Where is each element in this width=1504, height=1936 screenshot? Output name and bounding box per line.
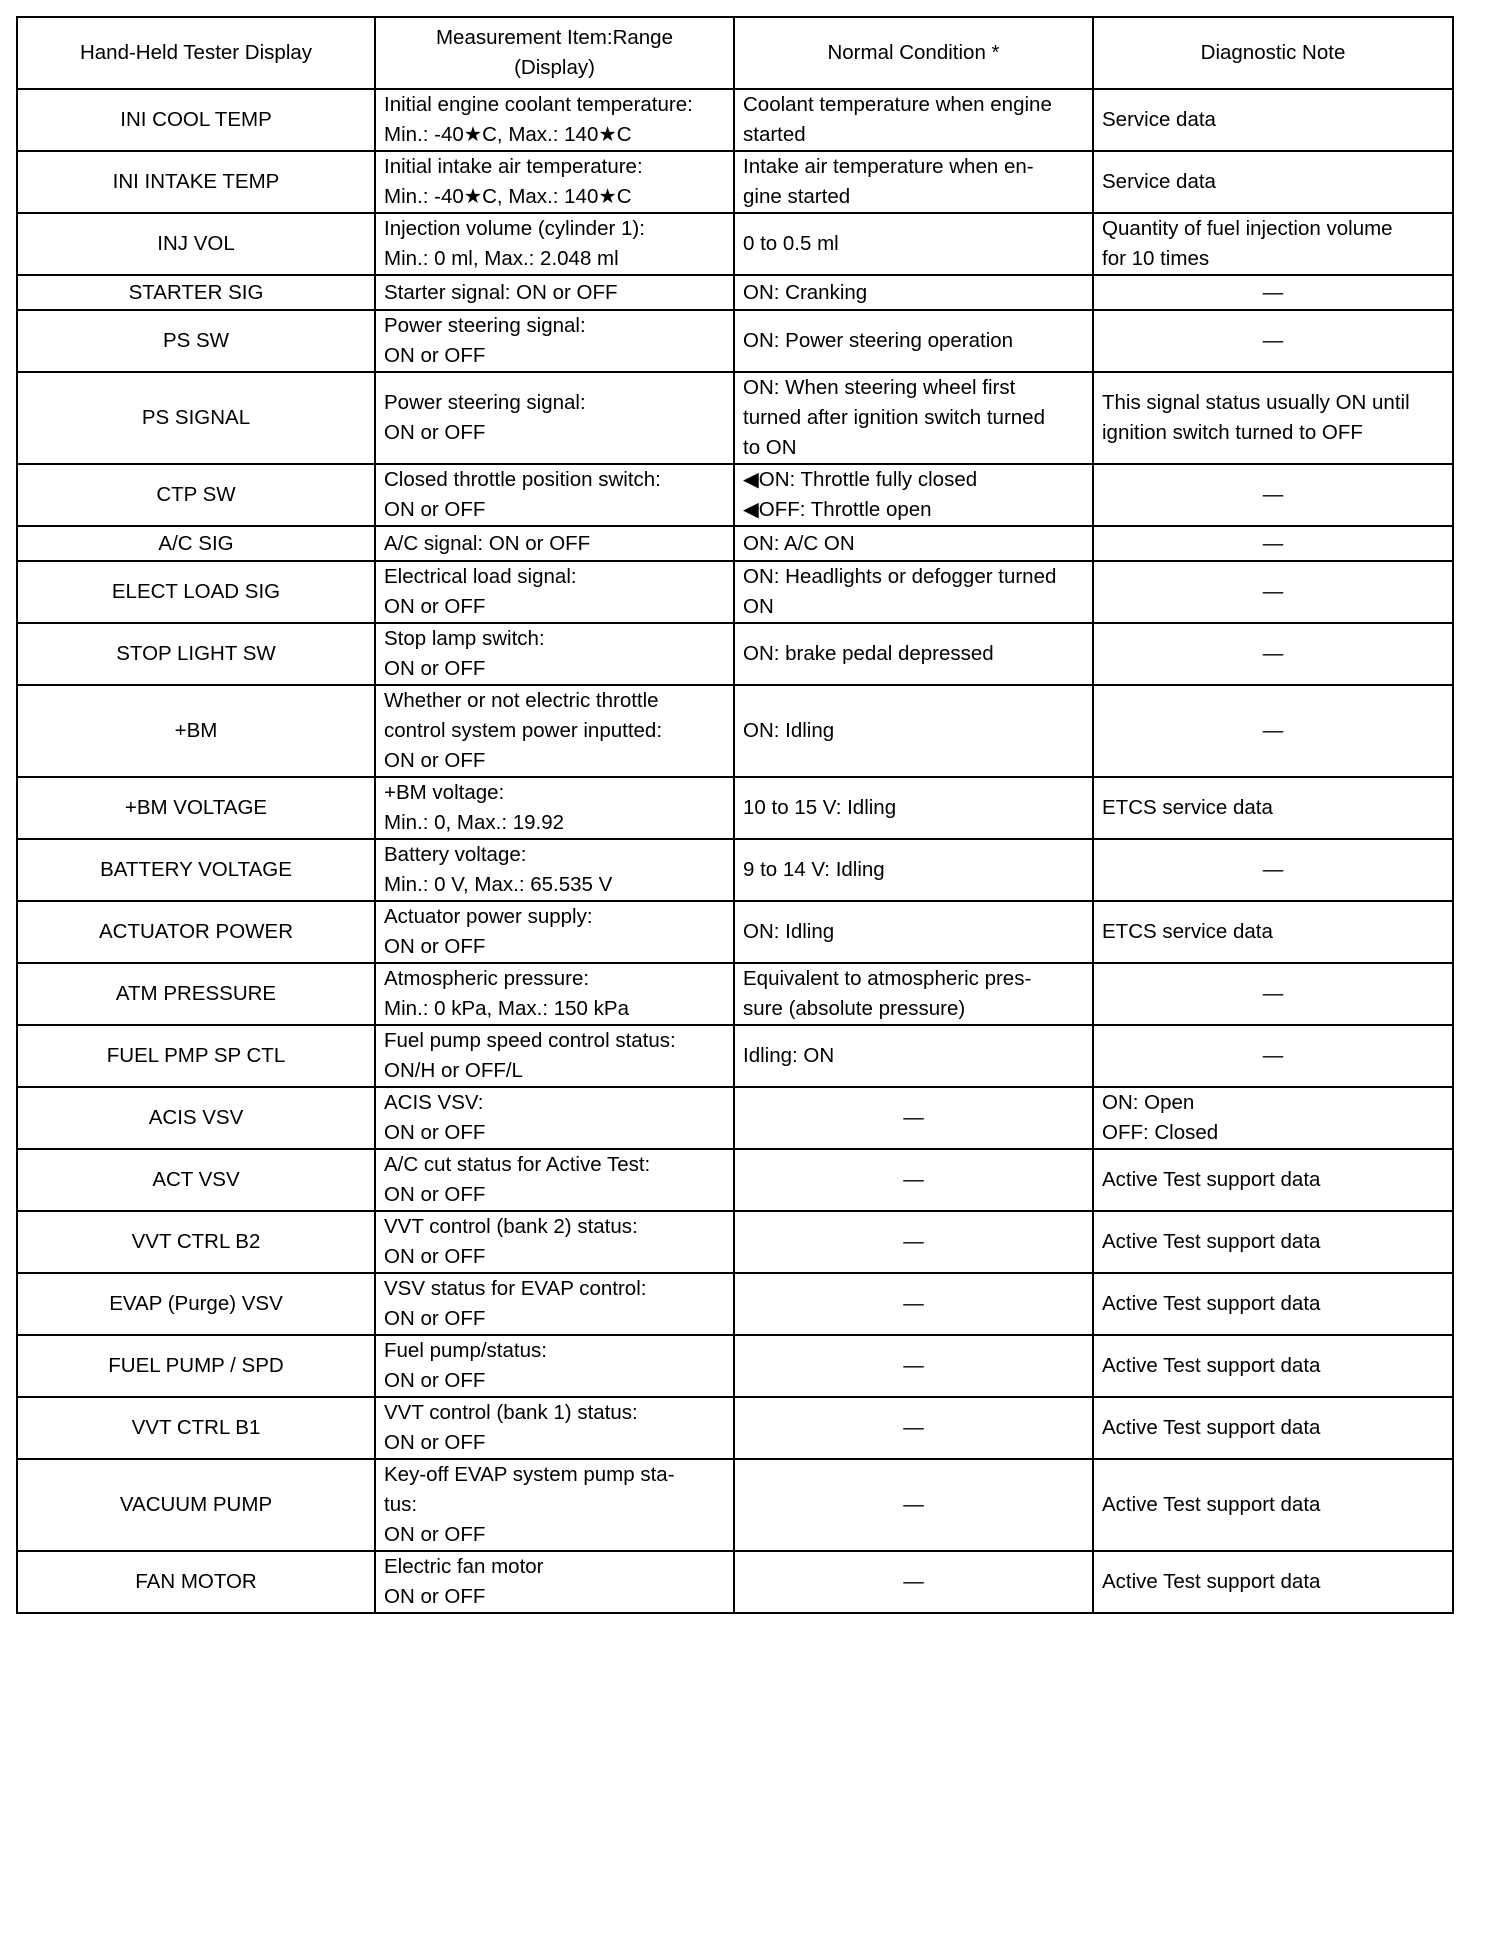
table-row [17, 213, 1453, 275]
cell-text: — [1262, 642, 1284, 665]
cell-tester-display [17, 89, 375, 151]
cell-text: Electrical load signal: ON or OFF [384, 565, 577, 618]
cell-text: ACT VSV [152, 1168, 240, 1191]
cell-measurement-item [375, 1335, 734, 1397]
cell-tester-display [17, 839, 375, 901]
cell-text: ACIS VSV [148, 1106, 244, 1129]
table-header-row [17, 17, 1453, 89]
cell-measurement-item [375, 213, 734, 275]
cell-normal-condition [734, 1551, 1093, 1613]
cell-text: ON: Idling [743, 719, 835, 742]
cell-text: ATM PRESSURE [115, 982, 277, 1005]
cell-text: Electric fan motor ON or OFF [384, 1555, 544, 1608]
cell-tester-display [17, 1397, 375, 1459]
cell-text: Injection volume (cylinder 1): Min.: 0 ml, Max.: 2.048 ml [384, 217, 645, 270]
cell-text: ELECT LOAD SIG [111, 580, 281, 603]
table-row [17, 151, 1453, 213]
table-row [17, 561, 1453, 623]
cell-text: FUEL PUMP / SPD [108, 1354, 284, 1377]
cell-text: 0 to 0.5 ml [743, 232, 839, 255]
table-row [17, 372, 1453, 464]
cell-normal-condition [734, 1149, 1093, 1211]
cell-text: INI COOL TEMP [120, 108, 272, 131]
cell-text: — [903, 1168, 924, 1191]
cell-text: PS SIGNAL [141, 406, 251, 429]
header-measurement-item: Measurement Item:Range (Display) [375, 17, 734, 89]
data-list-table [16, 16, 1454, 1614]
cell-normal-condition [734, 963, 1093, 1025]
cell-tester-display [17, 1149, 375, 1211]
cell-measurement-item [375, 561, 734, 623]
cell-measurement-item [375, 623, 734, 685]
cell-text: BATTERY VOLTAGE [100, 858, 292, 881]
cell-text: ON: Power steering operation [743, 329, 1014, 352]
header-normal-condition: Normal Condition * [734, 17, 1093, 89]
cell-tester-display [17, 901, 375, 963]
cell-measurement-item [375, 1025, 734, 1087]
cell-normal-condition [734, 89, 1093, 151]
cell-tester-display [17, 310, 375, 372]
cell-text: ON: Cranking [743, 280, 868, 304]
cell-diagnostic-note [1093, 1211, 1453, 1273]
cell-text: Service data [1102, 108, 1216, 131]
cell-text: ON: Open OFF: Closed [1102, 1091, 1219, 1144]
cell-tester-display [17, 1335, 375, 1397]
cell-text: Intake air temperature when en- gine started [743, 155, 1034, 208]
cell-text: Whether or not electric throttle control system power inputted: ON or OFF [384, 689, 663, 772]
cell-normal-condition [734, 623, 1093, 685]
cell-diagnostic-note [1093, 963, 1453, 1025]
cell-diagnostic-note [1093, 623, 1453, 685]
table-row [17, 839, 1453, 901]
cell-tester-display [17, 623, 375, 685]
cell-text: Service data [1102, 170, 1216, 193]
cell-text: CTP SW [156, 483, 236, 506]
cell-text: VVT CTRL B1 [131, 1416, 261, 1439]
cell-diagnostic-note [1093, 151, 1453, 213]
header-diagnostic-note: Diagnostic Note [1093, 17, 1453, 89]
table-row [17, 963, 1453, 1025]
cell-text: +BM [174, 719, 218, 742]
cell-text: ◀ON: Throttle fully closed ◀OFF: Throttle open [743, 468, 978, 521]
cell-diagnostic-note [1093, 275, 1453, 310]
cell-text: Active Test support data [1102, 1230, 1321, 1253]
cell-tester-display [17, 151, 375, 213]
cell-diagnostic-note [1093, 310, 1453, 372]
cell-text: Quantity of fuel injection volume for 10 times [1102, 217, 1393, 270]
cell-text: +BM VOLTAGE [124, 796, 268, 819]
cell-normal-condition [734, 685, 1093, 777]
cell-diagnostic-note [1093, 213, 1453, 275]
cell-tester-display [17, 685, 375, 777]
cell-normal-condition [734, 839, 1093, 901]
cell-text: Actuator power supply: ON or OFF [384, 905, 593, 958]
cell-diagnostic-note [1093, 1149, 1453, 1211]
cell-measurement-item [375, 839, 734, 901]
cell-text: Idling: ON [743, 1044, 835, 1067]
cell-normal-condition [734, 372, 1093, 464]
cell-tester-display [17, 1025, 375, 1087]
cell-text: ACTUATOR POWER [99, 920, 293, 943]
cell-text: Power steering signal: ON or OFF [384, 314, 586, 367]
cell-text: — [1262, 858, 1284, 881]
table-row [17, 685, 1453, 777]
cell-text: Active Test support data [1102, 1292, 1321, 1315]
cell-text: — [903, 1570, 924, 1593]
table-row [17, 1459, 1453, 1551]
cell-measurement-item [375, 372, 734, 464]
cell-tester-display [17, 1087, 375, 1149]
cell-normal-condition [734, 213, 1093, 275]
cell-measurement-item [375, 1273, 734, 1335]
cell-text: — [1262, 580, 1284, 603]
cell-diagnostic-note [1093, 1087, 1453, 1149]
cell-measurement-item [375, 275, 734, 310]
cell-measurement-item [375, 89, 734, 151]
cell-text: Starter signal: ON or OFF [384, 280, 618, 304]
cell-diagnostic-note [1093, 1459, 1453, 1551]
cell-diagnostic-note [1093, 1025, 1453, 1087]
cell-tester-display [17, 777, 375, 839]
cell-text: — [1262, 1044, 1284, 1067]
cell-text: — [903, 1354, 924, 1377]
cell-normal-condition [734, 151, 1093, 213]
cell-text: ON: brake pedal depressed [743, 642, 994, 665]
cell-text: Active Test support data [1102, 1416, 1321, 1439]
cell-text: — [903, 1292, 924, 1315]
cell-measurement-item [375, 1087, 734, 1149]
table-row [17, 1273, 1453, 1335]
cell-text: A/C signal: ON or OFF [384, 531, 591, 555]
cell-tester-display [17, 1551, 375, 1613]
header-tester-display: Hand-Held Tester Display [17, 17, 375, 89]
table-row [17, 464, 1453, 526]
cell-text: +BM voltage: Min.: 0, Max.: 19.92 [384, 781, 565, 834]
table-row [17, 526, 1453, 561]
cell-text: 9 to 14 V: Idling [743, 858, 885, 881]
cell-measurement-item [375, 464, 734, 526]
cell-tester-display [17, 275, 375, 310]
cell-text: — [1262, 483, 1284, 506]
cell-text: Stop lamp switch: ON or OFF [384, 627, 545, 680]
cell-text: Atmospheric pressure: Min.: 0 kPa, Max.: 150 kPa [384, 967, 629, 1020]
table-row [17, 1335, 1453, 1397]
cell-text: STOP LIGHT SW [116, 642, 276, 665]
table-row [17, 1025, 1453, 1087]
cell-text: Closed throttle position switch: ON or OFF [384, 468, 661, 521]
cell-text: FAN MOTOR [135, 1570, 257, 1593]
cell-diagnostic-note [1093, 372, 1453, 464]
cell-text: 10 to 15 V: Idling [743, 796, 897, 819]
cell-text: ON: Idling [743, 920, 835, 943]
cell-text: ON: A/C ON [743, 531, 855, 555]
cell-text: VVT CTRL B2 [131, 1230, 261, 1253]
cell-text: INJ VOL [157, 232, 235, 255]
cell-text: ETCS service data [1102, 796, 1273, 819]
cell-text: — [903, 1106, 924, 1129]
cell-text: ACIS VSV: ON or OFF [384, 1091, 486, 1144]
cell-text: Initial intake air temperature: Min.: -40★C, Max.: 140★C [384, 155, 643, 208]
cell-text: A/C SIG [158, 531, 234, 555]
cell-text: Coolant temperature when engine started [743, 93, 1052, 146]
cell-measurement-item [375, 151, 734, 213]
cell-text: INI INTAKE TEMP [112, 170, 280, 193]
table-row [17, 275, 1453, 310]
cell-measurement-item [375, 963, 734, 1025]
cell-text: — [903, 1416, 924, 1439]
cell-text: Key-off EVAP system pump sta- tus: ON or OFF [384, 1463, 675, 1546]
cell-diagnostic-note [1093, 561, 1453, 623]
data-list-table-container [16, 16, 1452, 1614]
cell-text: EVAP (Purge) VSV [109, 1292, 283, 1315]
cell-measurement-item [375, 1551, 734, 1613]
cell-normal-condition [734, 561, 1093, 623]
table-row [17, 623, 1453, 685]
cell-normal-condition [734, 901, 1093, 963]
cell-tester-display [17, 464, 375, 526]
cell-tester-display [17, 1459, 375, 1551]
table-row [17, 1149, 1453, 1211]
cell-text: Fuel pump/status: ON or OFF [384, 1339, 547, 1392]
cell-text: VVT control (bank 1) status: ON or OFF [384, 1401, 638, 1454]
cell-text: ETCS service data [1102, 920, 1273, 943]
table-row [17, 1087, 1453, 1149]
cell-measurement-item [375, 1149, 734, 1211]
cell-text: Active Test support data [1102, 1570, 1321, 1593]
cell-diagnostic-note [1093, 777, 1453, 839]
cell-text: Initial engine coolant temperature: Min.: -40★C, Max.: 140★C [384, 93, 693, 146]
cell-normal-condition [734, 310, 1093, 372]
cell-diagnostic-note [1093, 839, 1453, 901]
table-row [17, 777, 1453, 839]
cell-normal-condition [734, 1025, 1093, 1087]
cell-text: — [1262, 329, 1284, 352]
table-body [17, 89, 1453, 1613]
cell-text: — [1262, 280, 1284, 304]
cell-diagnostic-note [1093, 901, 1453, 963]
cell-normal-condition [734, 275, 1093, 310]
cell-tester-display [17, 561, 375, 623]
cell-normal-condition [734, 464, 1093, 526]
cell-text: PS SW [162, 329, 230, 352]
cell-tester-display [17, 372, 375, 464]
cell-text: — [903, 1230, 924, 1253]
cell-diagnostic-note [1093, 89, 1453, 151]
cell-text: VVT control (bank 2) status: ON or OFF [384, 1215, 638, 1268]
table-row [17, 1211, 1453, 1273]
cell-text: Battery voltage: Min.: 0 V, Max.: 65.535 V [384, 843, 613, 896]
cell-text: FUEL PMP SP CTL [106, 1044, 286, 1067]
cell-text: VACUUM PUMP [119, 1493, 273, 1516]
cell-measurement-item [375, 1211, 734, 1273]
cell-measurement-item [375, 1459, 734, 1551]
cell-normal-condition [734, 1211, 1093, 1273]
cell-text: Fuel pump speed control status: ON/H or OFF/L [384, 1029, 676, 1082]
cell-text: A/C cut status for Active Test: ON or OFF [384, 1153, 651, 1206]
cell-text: This signal status usually ON until ignition switch turned to OFF [1102, 391, 1410, 444]
cell-measurement-item [375, 685, 734, 777]
cell-text: — [1262, 982, 1284, 1005]
cell-normal-condition [734, 1459, 1093, 1551]
cell-diagnostic-note [1093, 685, 1453, 777]
cell-text: Equivalent to atmospheric pres- sure (absolute pressure) [743, 967, 1032, 1020]
cell-normal-condition [734, 1397, 1093, 1459]
cell-tester-display [17, 963, 375, 1025]
cell-text: Active Test support data [1102, 1168, 1321, 1191]
table-row [17, 1551, 1453, 1613]
cell-text: Power steering signal: ON or OFF [384, 391, 586, 444]
cell-text: VSV status for EVAP control: ON or OFF [384, 1277, 647, 1330]
cell-text: ON: Headlights or defogger turned ON [743, 565, 1057, 618]
cell-tester-display [17, 1211, 375, 1273]
cell-normal-condition [734, 1335, 1093, 1397]
cell-measurement-item [375, 310, 734, 372]
cell-diagnostic-note [1093, 1273, 1453, 1335]
cell-text: — [1262, 531, 1284, 555]
cell-tester-display [17, 1273, 375, 1335]
cell-diagnostic-note [1093, 464, 1453, 526]
cell-text: — [903, 1493, 924, 1516]
cell-text: Active Test support data [1102, 1354, 1321, 1377]
table-row [17, 310, 1453, 372]
cell-measurement-item [375, 1397, 734, 1459]
cell-diagnostic-note [1093, 1335, 1453, 1397]
cell-text: Active Test support data [1102, 1493, 1321, 1516]
cell-diagnostic-note [1093, 1397, 1453, 1459]
cell-measurement-item [375, 777, 734, 839]
cell-normal-condition [734, 1273, 1093, 1335]
cell-text: — [1262, 719, 1284, 742]
cell-measurement-item [375, 901, 734, 963]
cell-text: STARTER SIG [128, 280, 264, 304]
cell-diagnostic-note [1093, 526, 1453, 561]
cell-measurement-item [375, 526, 734, 561]
cell-normal-condition [734, 1087, 1093, 1149]
cell-diagnostic-note [1093, 1551, 1453, 1613]
table-row [17, 901, 1453, 963]
cell-tester-display [17, 213, 375, 275]
cell-tester-display [17, 526, 375, 561]
table-row [17, 1397, 1453, 1459]
table-row [17, 89, 1453, 151]
cell-normal-condition [734, 526, 1093, 561]
cell-text: ON: When steering wheel first turned after ignition switch turned to ON [743, 376, 1045, 459]
cell-normal-condition [734, 777, 1093, 839]
